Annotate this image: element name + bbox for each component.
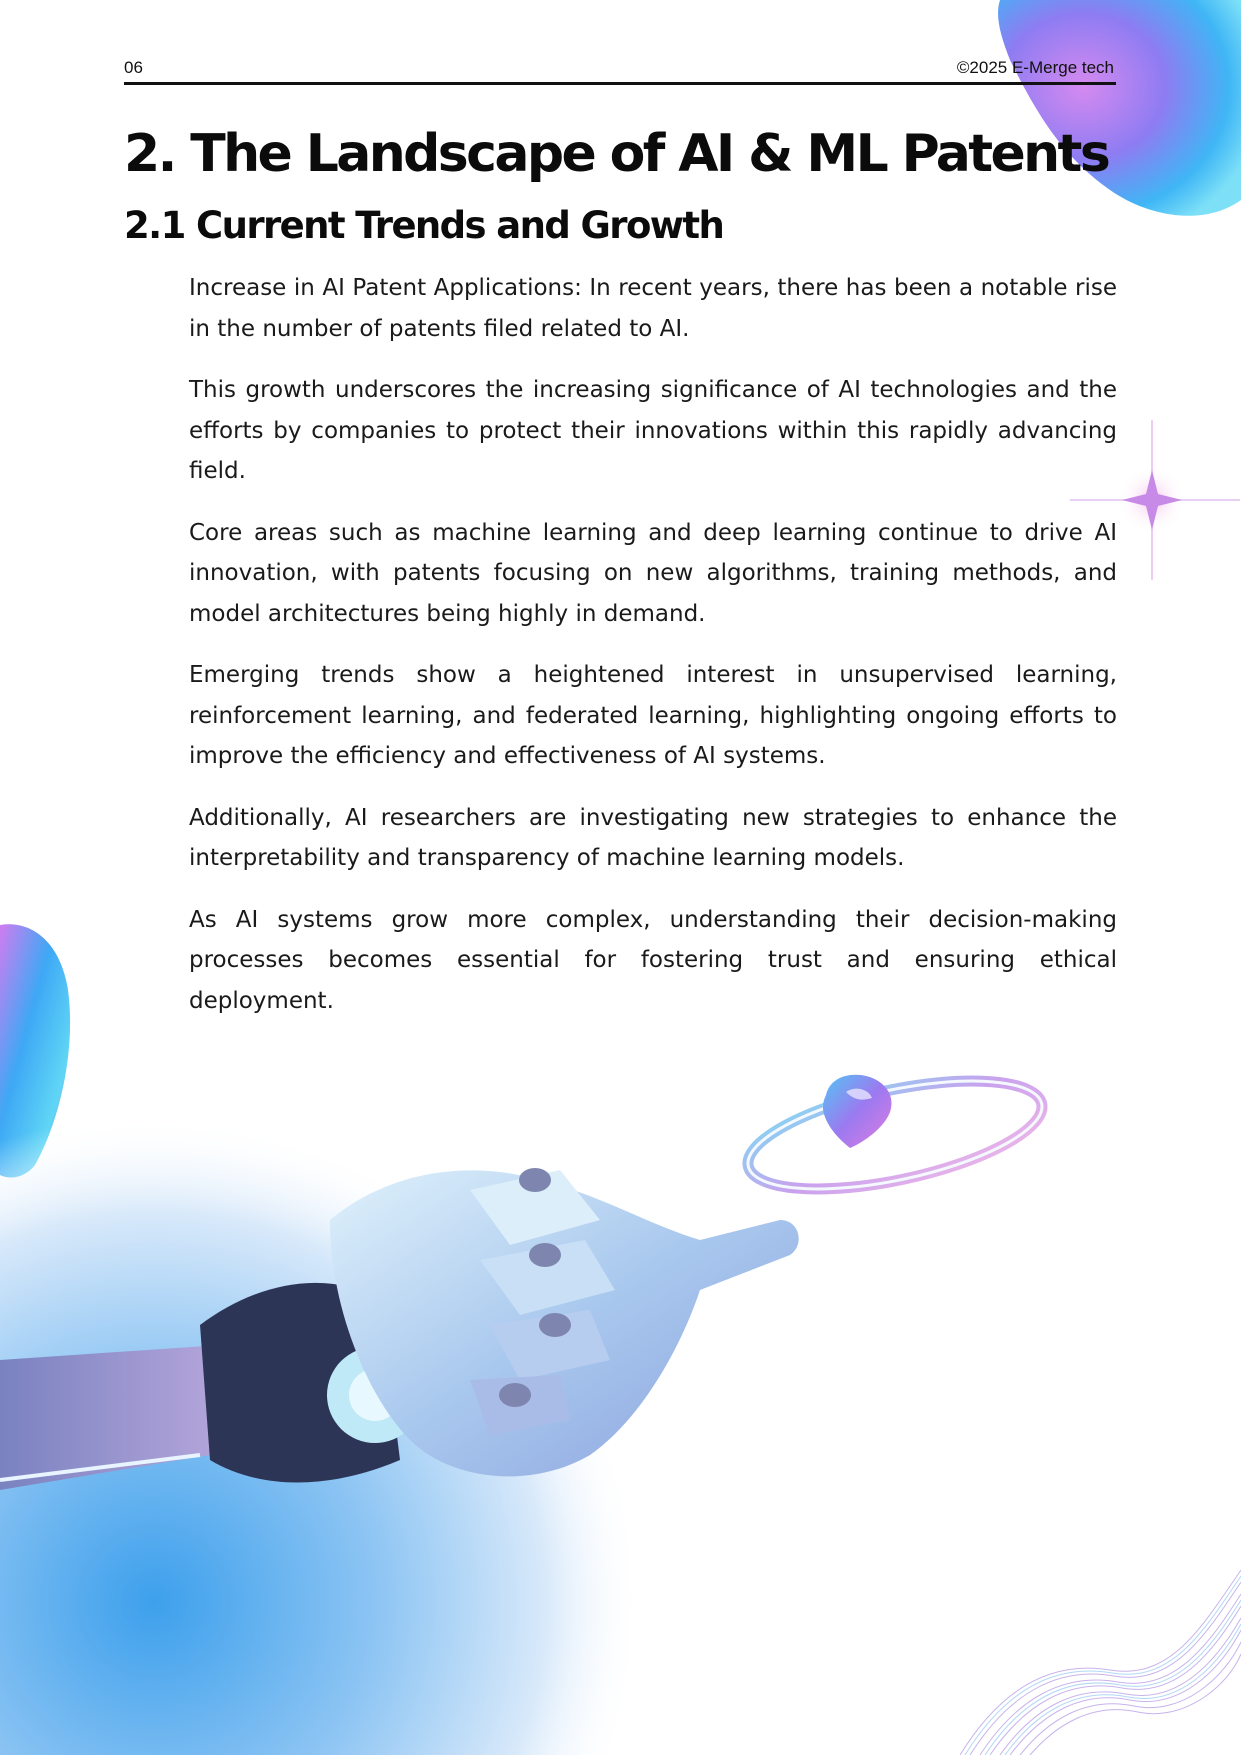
paragraph: Core areas such as machine learning and deep learning continue to drive AI innovation, with patents focusing on new algorithms, training methods, and model architectures being highly in demand. [189,519,1117,627]
page-title: 2. The Landscape of AI & ML Patents [124,124,1109,184]
robot-hand-illustration [0,1060,1080,1755]
paragraph: This growth underscores the increasing significance of AI technologies and the efforts by companies to protect their innovations within this rapidly advancing field. [189,377,1117,484]
floating-gem [818,1070,896,1150]
paragraph: Increase in AI Patent Applications: In recent years, there has been a notable rise in the number of patents filed related to AI. [189,275,1117,342]
section-heading: 2.1 Current Trends and Growth [124,204,724,247]
body-text [189,268,1117,1042]
paragraph: Emerging trends show a heightened interest in unsupervised learning, reinforcement learning, and federated learning, highlighting ongoing efforts to improve the efficiency and effectiveness of AI systems. [189,662,1117,769]
copyright-notice: ©2025 E-Merge tech [956,58,1114,77]
gradient-blob-top-right [990,0,1241,225]
page-number: 06 [124,58,143,77]
paragraph: As AI systems grow more complex, understanding their decision-making processes becomes essential for fostering trust and ensuring ethical deployment. [189,906,1117,1014]
paragraph: Additionally, AI researchers are investigating new strategies to enhance the interpretability and transparency of machine learning models. [189,804,1117,871]
header-divider [124,82,1116,85]
wave-lines [960,1540,1241,1755]
